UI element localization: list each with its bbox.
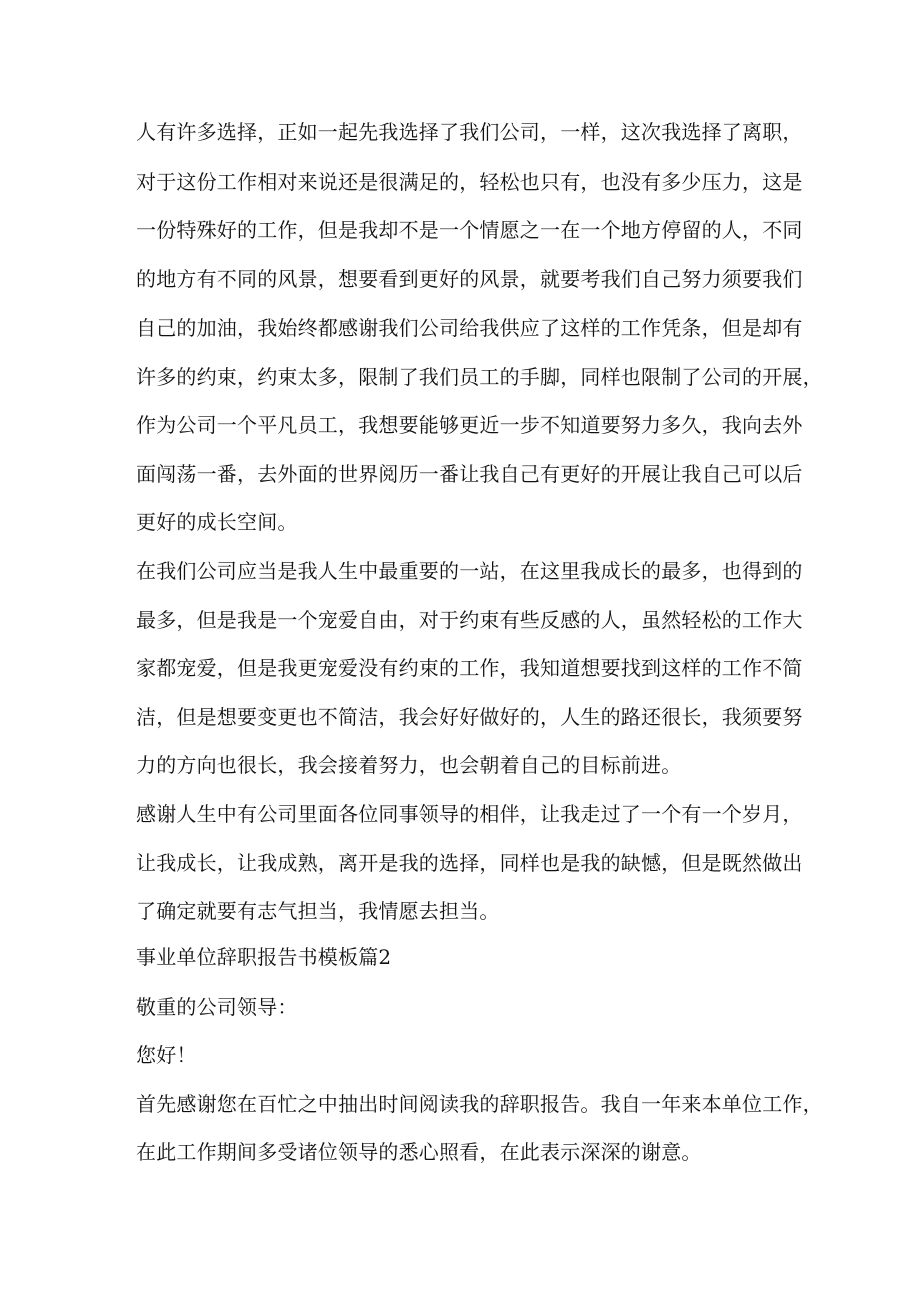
- text-line: 许多的约束，约束太多，限制了我们员工的手脚，同样也限制了公司的开展，: [136, 365, 823, 389]
- text-line: 对于这份工作相对来说还是很满足的，轻松也只有，也没有多少压力，这是: [136, 170, 803, 194]
- text-line: 最多，但是我是一个宠爱自由，对于约束有些反感的人，虽然轻松的工作大: [136, 608, 803, 632]
- text-line: 首先感谢您在百忙之中抽出时间阅读我的辞职报告。我自一年来本单位工作，: [136, 1092, 823, 1116]
- salutation: 敬重的公司领导：: [136, 995, 298, 1019]
- text-line: 作为公司一个平凡员工，我想要能够更近一步不知道要努力多久，我向去外: [136, 413, 803, 437]
- greeting: 您好！: [136, 1043, 197, 1067]
- text-line: 的地方有不同的风景，想要看到更好的风景，就要考我们自己努力须要我们: [136, 267, 803, 291]
- text-line: 更好的成长空间。: [136, 510, 298, 534]
- text-line: 在此工作期间多受诸位领导的悉心照看，在此表示深深的谢意。: [136, 1140, 702, 1164]
- text-line: 一份特殊好的工作，但是我却不是一个情愿之一在一个地方停留的人，不同: [136, 218, 803, 242]
- text-line: 洁，但是想要变更也不简洁，我会好好做好的，人生的路还很长，我须要努: [136, 705, 803, 729]
- text-line: 让我成长，让我成熟，离开是我的选择，同样也是我的缺憾，但是既然做出: [136, 851, 803, 875]
- text-line: 面闯荡一番，去外面的世界阅历一番让我自己有更好的开展让我自己可以后: [136, 462, 803, 486]
- text-line: 在我们公司应当是我人生中最重要的一站，在这里我成长的最多，也得到的: [136, 559, 803, 583]
- text-line: 自己的加油，我始终都感谢我们公司给我供应了这样的工作凭条，但是却有: [136, 316, 803, 340]
- section-heading: 事业单位辞职报告书模板篇2: [136, 945, 392, 969]
- text-line: 家都宠爱，但是我更宠爱没有约束的工作，我知道想要找到这样的工作不简: [136, 656, 803, 680]
- text-line: 了确定就要有志气担当，我情愿去担当。: [136, 899, 500, 923]
- text-line: 感谢人生中有公司里面各位同事领导的相伴，让我走过了一个有一个岁月，: [136, 802, 803, 826]
- text-line: 人有许多选择，正如一起先我选择了我们公司，一样，这次我选择了离职，: [136, 120, 803, 144]
- text-line: 力的方向也很长，我会接着努力，也会朝着自己的目标前进。: [136, 753, 682, 777]
